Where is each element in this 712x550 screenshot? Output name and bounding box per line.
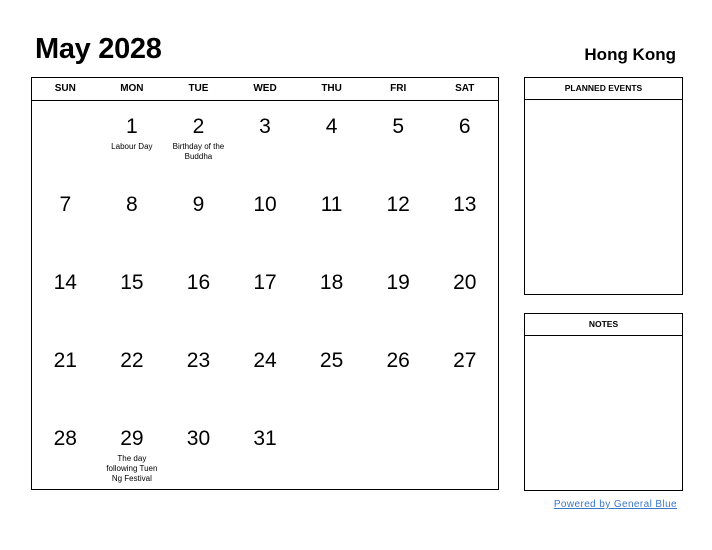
day-cell [298, 334, 365, 412]
day-number: 18 [319, 271, 344, 294]
day-number: 23 [186, 349, 211, 372]
calendar-week [32, 256, 498, 334]
day-number: 9 [192, 193, 205, 216]
empty-day-cell [431, 412, 498, 490]
day-number: 6 [458, 115, 471, 138]
empty-day-cell [298, 412, 365, 490]
holiday-label: Birthday of the Buddha [172, 142, 225, 161]
day-number: 5 [392, 115, 405, 138]
holiday-label: Labour Day [111, 142, 153, 151]
notes-panel [524, 313, 683, 491]
holiday-label: The day following Tuen Ng Festival [106, 454, 158, 483]
day-cell [298, 100, 365, 178]
weekday-thu: THU [321, 83, 342, 94]
day-cell [298, 178, 365, 256]
day-cell [99, 178, 166, 256]
day-number: 3 [259, 115, 271, 138]
planned-events-title: PLANNED EVENTS [525, 78, 682, 100]
day-cell [165, 256, 232, 334]
day-number: 12 [386, 193, 410, 216]
powered-by-link[interactable]: Powered by General Blue [553, 499, 677, 510]
calendar-weeks [32, 100, 498, 489]
day-cell [32, 412, 99, 490]
weekday-wed: WED [253, 83, 277, 94]
day-number: 22 [120, 349, 144, 372]
notes-title: NOTES [525, 314, 682, 336]
day-number: 13 [453, 193, 477, 216]
day-number: 14 [53, 271, 77, 294]
day-number: 2 [192, 115, 205, 138]
day-cell [365, 334, 432, 412]
weekday-sun: SUN [54, 83, 76, 94]
day-number: 4 [325, 115, 338, 138]
empty-day-cell [32, 100, 99, 178]
day-number: 1 [126, 115, 138, 138]
day-number: 29 [120, 427, 144, 450]
day-cell [232, 256, 299, 334]
calendar-grid [31, 77, 499, 490]
day-cell [99, 334, 166, 412]
day-cell [165, 178, 232, 256]
calendar-week [32, 178, 498, 256]
day-cell [431, 178, 498, 256]
day-number: 31 [253, 427, 277, 450]
day-number: 20 [453, 271, 477, 294]
day-number: 19 [386, 271, 410, 294]
day-cell [431, 256, 498, 334]
day-number: 17 [253, 271, 277, 294]
day-cell [165, 100, 232, 178]
day-cell [232, 178, 299, 256]
day-number: 8 [126, 193, 138, 216]
day-number: 15 [120, 271, 144, 294]
weekday-sat: SAT [455, 83, 475, 94]
day-number: 30 [186, 427, 211, 450]
day-cell [99, 256, 166, 334]
day-cell [431, 334, 498, 412]
day-number: 26 [386, 349, 410, 372]
page-title: May 2028 [35, 33, 162, 65]
day-number: 21 [53, 349, 77, 372]
day-cell [165, 334, 232, 412]
calendar-week [32, 412, 498, 490]
day-number: 16 [186, 271, 211, 294]
day-number: 11 [320, 193, 343, 216]
day-cell [232, 334, 299, 412]
empty-day-cell [365, 412, 432, 490]
weekday-tue: TUE [188, 83, 209, 94]
day-cell [32, 256, 99, 334]
day-number: 25 [319, 349, 344, 372]
calendar-week [32, 100, 498, 178]
day-cell [99, 100, 166, 178]
day-number: 10 [253, 193, 277, 216]
weekday-fri: FRI [390, 83, 407, 94]
day-number: 24 [253, 349, 277, 372]
weekday-header [32, 78, 498, 101]
day-cell [32, 334, 99, 412]
day-number: 7 [59, 193, 72, 216]
day-number: 27 [453, 349, 477, 372]
calendar-week [32, 334, 498, 412]
region-label: Hong Kong [584, 45, 676, 64]
day-cell [365, 178, 432, 256]
day-number: 28 [53, 427, 77, 450]
weekday-mon: MON [120, 83, 144, 94]
day-cell [32, 178, 99, 256]
day-cell [365, 100, 432, 178]
day-cell [365, 256, 432, 334]
day-cell [99, 412, 166, 490]
day-cell [232, 412, 299, 490]
day-cell [232, 100, 299, 178]
day-cell [298, 256, 365, 334]
day-cell [165, 412, 232, 490]
day-cell [431, 100, 498, 178]
planned-events-panel [524, 77, 683, 295]
